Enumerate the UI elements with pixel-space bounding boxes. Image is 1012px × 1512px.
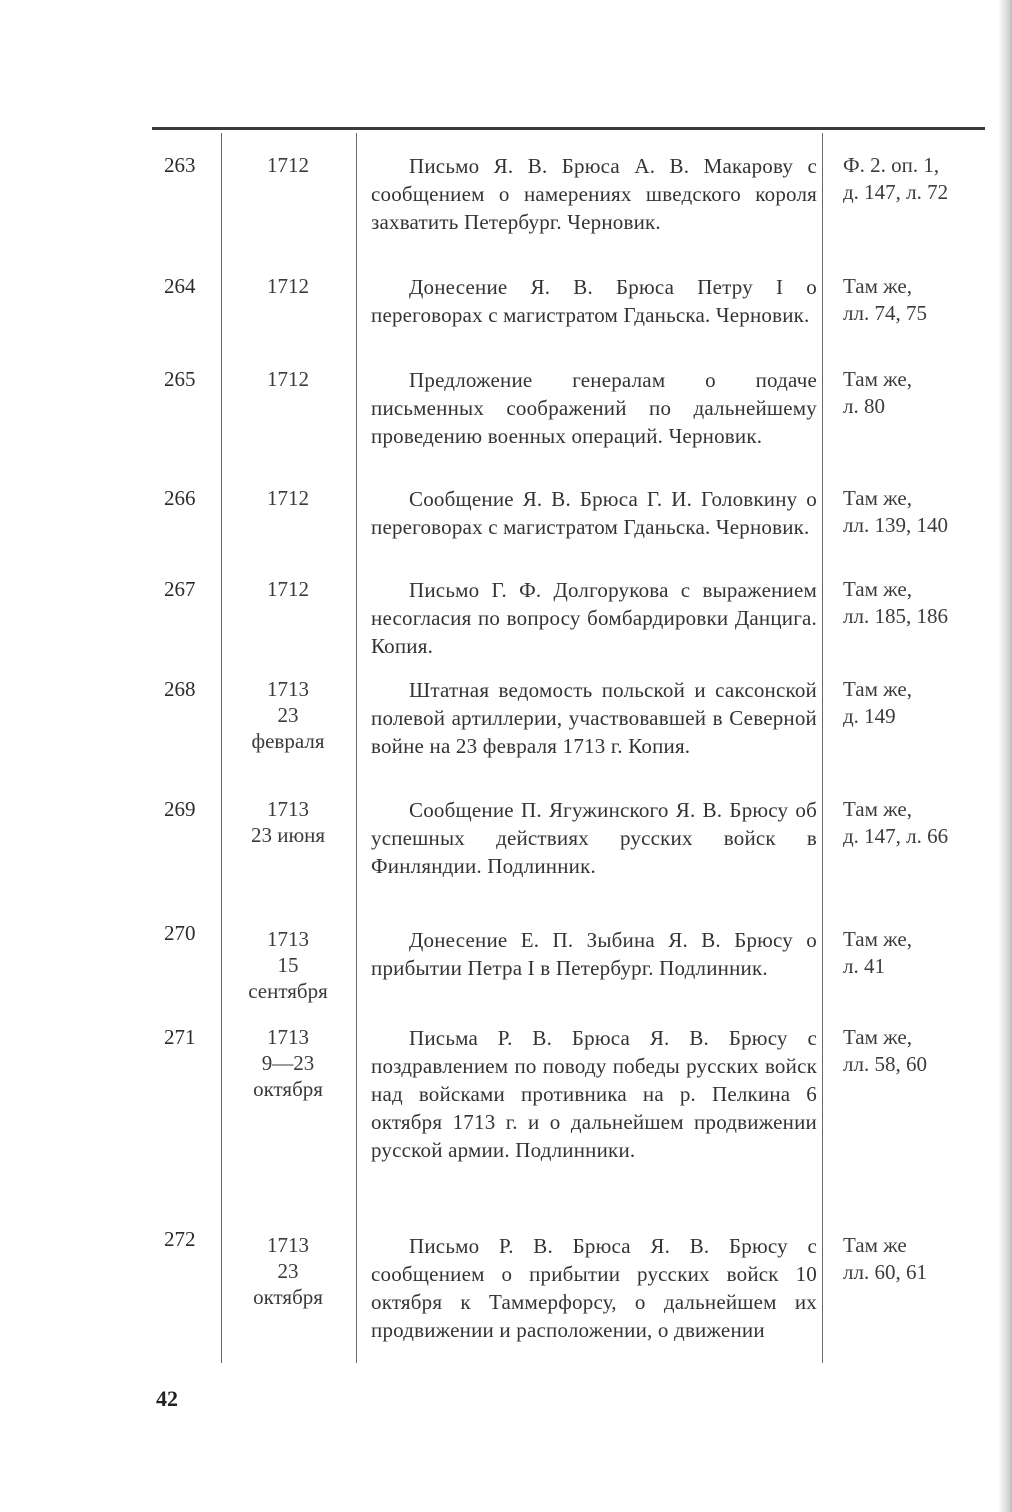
row-reference: Ф. 2. оп. 1, д. 147, л. 72 bbox=[843, 153, 949, 204]
row-number: 264 bbox=[164, 274, 196, 298]
row-reference: Там же лл. 60, 61 bbox=[843, 1233, 927, 1284]
row-description: Сообщение П. Ягужинского Я. В. Брюсу об успешных действиях русских войск в Финляндии. Подлинник. bbox=[371, 798, 817, 878]
row-number: 270 bbox=[164, 921, 196, 945]
row-date: 1713 23 февраля bbox=[251, 677, 325, 753]
row-reference: Там же, л. 80 bbox=[843, 367, 912, 418]
row-description: Письмо Г. Ф. Долгорукова с выражением несогласия по вопросу бомбардировки Данцига. Копия. bbox=[371, 578, 817, 658]
row-description: Штатная ведомость польской и саксонской полевой артиллерии, участвовавшей в Северной войне на 23 февраля 1713 г. Копия. bbox=[371, 678, 817, 758]
row-description: Донесение Я. В. Брюса Петру I о переговорах с магистратом Гданьска. Черновик. bbox=[371, 275, 817, 327]
row-description: Предложение генералам о подаче письменных соображений по дальнейшему проведению военных операций. Черновик. bbox=[371, 368, 817, 448]
row-date: 1712 bbox=[267, 577, 309, 601]
row-reference: Там же, лл. 74, 75 bbox=[843, 274, 927, 325]
top-rule bbox=[152, 127, 985, 130]
row-description: Письма Р. В. Брюса Я. В. Брюсу с поздравлением по поводу победы русских войск над войсками противника на р. Пелкина 6 октября 1713 г. и о дальнейшем продвижении русской армии. Подлинники. bbox=[371, 1026, 817, 1162]
row-date: 1712 bbox=[267, 367, 309, 391]
page-edge-shadow bbox=[998, 0, 1012, 1512]
row-description: Донесение Е. П. Зыбина Я. В. Брюсу о прибытии Петра I в Петербург. Подлинник. bbox=[371, 928, 817, 980]
row-reference: Там же, лл. 58, 60 bbox=[843, 1025, 927, 1076]
row-reference: Там же, д. 149 bbox=[843, 677, 912, 728]
column-divider-3 bbox=[822, 133, 823, 1363]
row-number: 265 bbox=[164, 367, 196, 391]
row-reference: Там же, д. 147, л. 66 bbox=[843, 797, 949, 848]
row-reference: Там же, лл. 185, 186 bbox=[843, 577, 948, 628]
row-date: 1713 23 октября bbox=[253, 1233, 323, 1309]
row-date: 1713 23 июня bbox=[250, 797, 326, 847]
row-date: 1713 15 сентября bbox=[248, 927, 328, 1003]
row-number: 272 bbox=[164, 1227, 196, 1251]
row-number: 267 bbox=[164, 577, 196, 601]
row-number: 263 bbox=[164, 153, 196, 177]
row-number: 271 bbox=[164, 1025, 196, 1049]
row-number: 268 bbox=[164, 677, 196, 701]
row-reference: Там же, лл. 139, 140 bbox=[843, 486, 948, 537]
row-date: 1712 bbox=[267, 153, 309, 177]
page-number: 42 bbox=[156, 1386, 178, 1411]
row-number: 266 bbox=[164, 486, 196, 510]
row-date: 1713 9—23 октября bbox=[253, 1025, 323, 1101]
column-divider-2 bbox=[356, 133, 357, 1363]
row-date: 1712 bbox=[267, 486, 309, 510]
row-description: Письмо Я. В. Брюса А. В. Макарову с сообщением о намерениях шведского короля захватить Петербург. Черновик. bbox=[371, 154, 817, 234]
row-description: Сообщение Я. В. Брюса Г. И. Головкину о переговорах с магистратом Гданьска. Черновик. bbox=[371, 487, 817, 539]
row-reference: Там же, л. 41 bbox=[843, 927, 912, 978]
column-divider-1 bbox=[221, 133, 222, 1363]
row-number: 269 bbox=[164, 797, 196, 821]
row-date: 1712 bbox=[267, 274, 309, 298]
row-description: Письмо Р. В. Брюса Я. В. Брюсу с сообщением о прибытии русских войск 10 октября к Таммерфорсу, о дальнейшем их продвижении и расположении, о движении bbox=[371, 1234, 817, 1342]
